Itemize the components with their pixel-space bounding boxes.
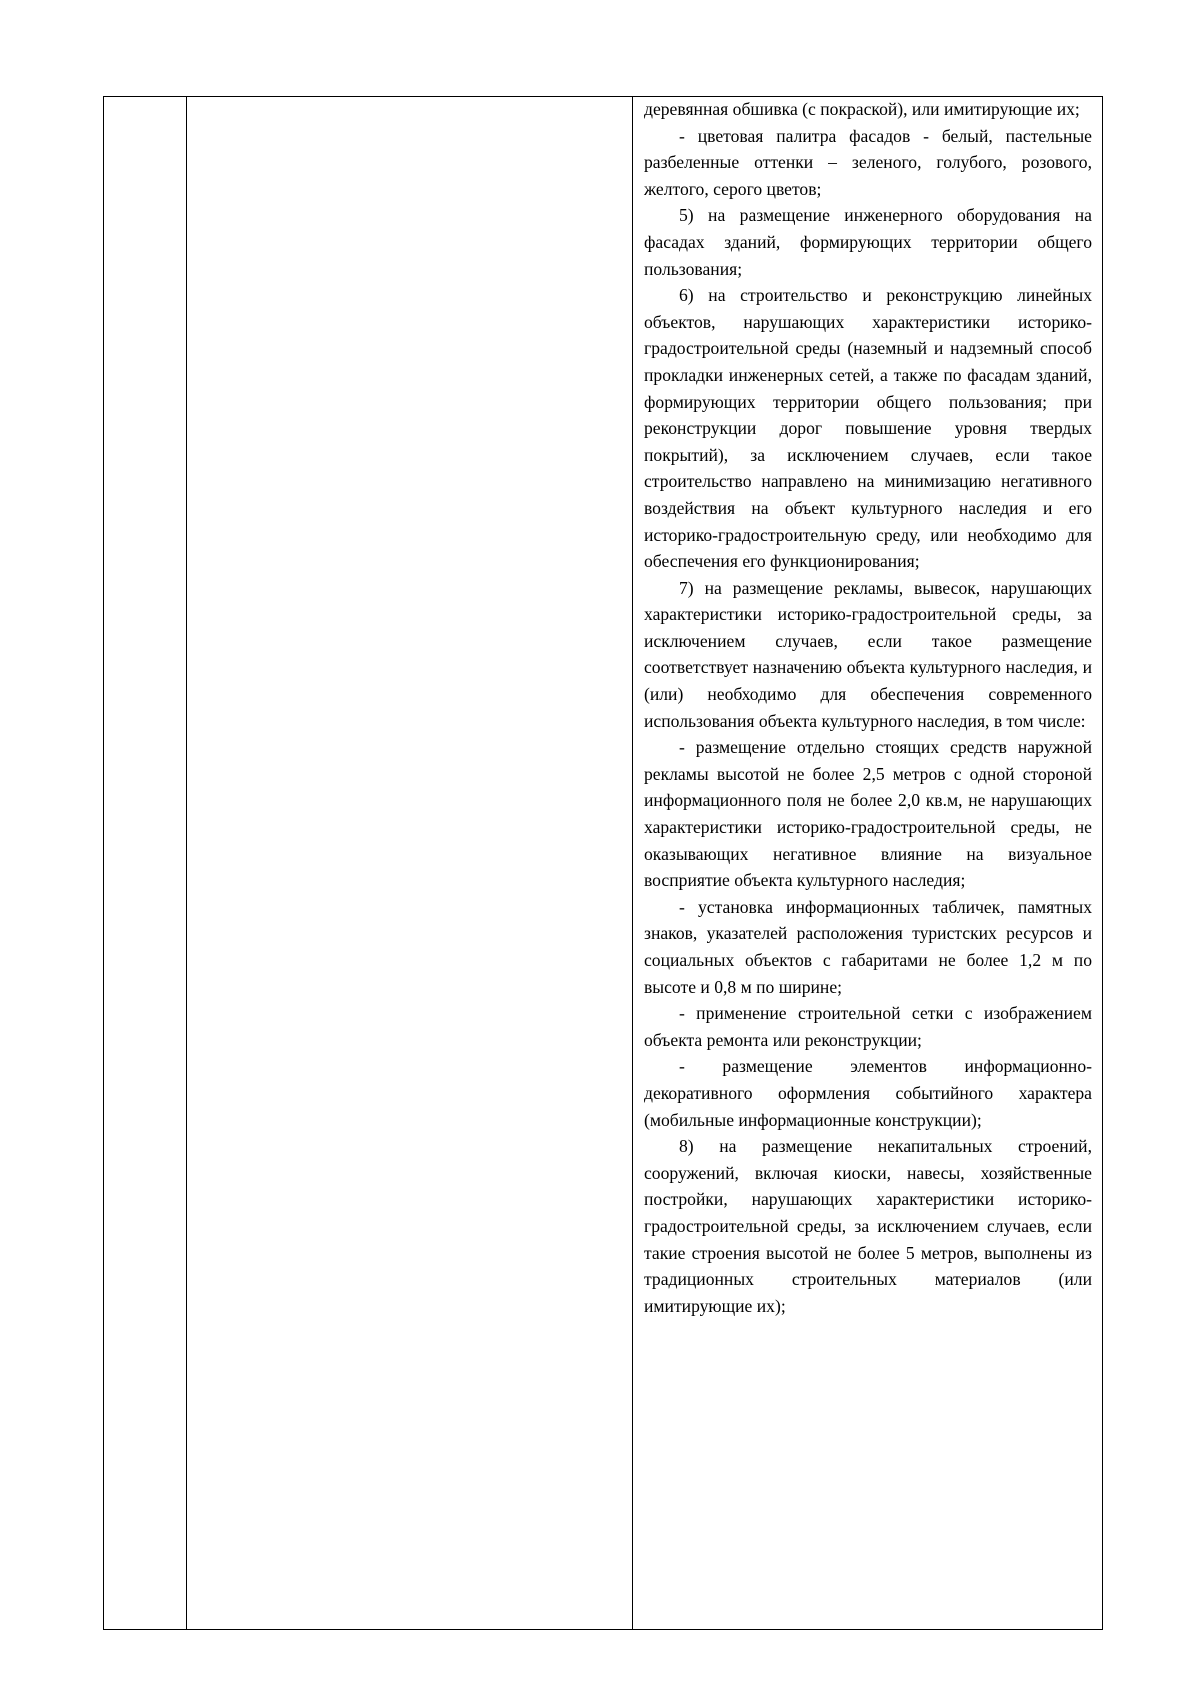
number-cell: [104, 97, 187, 1630]
paragraph: - цветовая палитра фасадов - белый, пастельные разбеленные оттенки – зеленого, голубого, розового, желтого, серого цветов;: [644, 125, 1092, 199]
requirements-cell: [633, 97, 1103, 1630]
paragraph: - установка информационных табличек, памятных знаков, указателей расположения туристских ресурсов и социальных объектов с габаритами не более 1,2 м по высоте и 0,8 м по ширине;: [644, 896, 1092, 997]
zone-name-cell: [187, 97, 633, 1630]
paragraph: - применение строительной сетки с изображением объекта ремонта или реконструкции;: [644, 1003, 1092, 1050]
regulation-table: [103, 96, 1103, 1630]
paragraph: 6) на строительство и реконструкцию линейных объектов, нарушающих характеристики историко-градостроительной среды (наземный и надземный способ прокладки инженерных сетей, а также по фасадам зданий, формирующих территории общего пользования; при реконструкции дорог повышение уровня твердых покрытий), за исключением случаев, если такое строительство направлено на минимизацию негативного воздействия на объект культурного наследия и его историко-градостроительную среду, или необходимо для обеспечения его функционирования;: [644, 285, 1092, 572]
paragraph: - размещение элементов информационно-декоративного оформления событийного характера (мобильные информационные конструкции);: [644, 1056, 1092, 1130]
table-row: [104, 97, 1103, 1630]
paragraph: 7) на размещение рекламы, вывесок, нарушающих характеристики историко-градостроительной среды, за исключением случаев, если такое размещение соответствует назначению объекта культурного наследия, и (или) необходимо для обеспечения современного использования объекта культурного наследия, в том числе:: [644, 577, 1092, 731]
requirements-text: [633, 96, 1102, 1319]
paragraph: 8) на размещение некапитальных строений, сооружений, включая киоски, навесы, хозяйственные постройки, нарушающих характеристики историко-градостроительной среды, за исключением случаев, если такие строения высотой не более 5 метров, выполнены из традиционных строительных материалов (или имитирующие их);: [644, 1136, 1092, 1316]
paragraph: - размещение отдельно стоящих средств наружной рекламы высотой не более 2,5 метров с одной стороной информационного поля не более 2,0 кв.м, не нарушающих характеристики историко-градостроительной среды, не оказывающих негативное влияние на визуальное восприятие объекта культурного наследия;: [644, 737, 1092, 891]
paragraph: деревянная обшивка (с покраской), или имитирующие их;: [644, 99, 1080, 119]
paragraph: 5) на размещение инженерного оборудования на фасадах зданий, формирующих территории общего пользования;: [644, 205, 1092, 279]
